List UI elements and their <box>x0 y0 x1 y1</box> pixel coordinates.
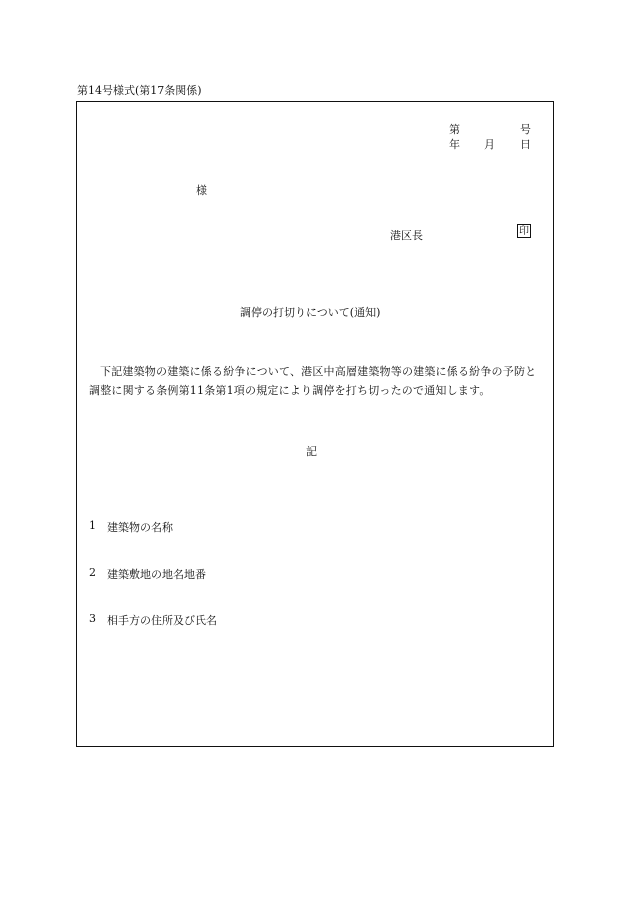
date-month: 月 <box>484 138 495 151</box>
body-paragraph: 下記建築物の建築に係る紛争について、港区中高層建築物等の建築に係る紛争の予防と調整に関する条例第11条第1項の規定により調停を打ち切ったので通知します。 <box>89 365 537 397</box>
item-label-counterparty: 相手方の住所及び氏名 <box>107 614 217 627</box>
number-suffix: 号 <box>520 123 531 136</box>
date-year: 年 <box>449 138 460 151</box>
item-label-site-address: 建築敷地の地名地番 <box>107 568 206 581</box>
item-number: 3 <box>89 612 96 625</box>
document-frame <box>76 101 554 747</box>
number-prefix: 第 <box>449 123 460 136</box>
date-day: 日 <box>520 138 531 151</box>
document-title: 調停の打切りについて(通知) <box>240 306 381 319</box>
addressee-honorific: 様 <box>196 184 207 197</box>
form-number-label: 第14号様式(第17条関係) <box>77 84 202 97</box>
item-number: 2 <box>89 566 96 579</box>
sender-title: 港区長 <box>390 229 423 242</box>
note-heading: 記 <box>306 445 317 458</box>
item-number: 1 <box>89 519 96 532</box>
seal-mark: 印 <box>519 226 529 237</box>
item-label-building-name: 建築物の名称 <box>107 521 173 534</box>
